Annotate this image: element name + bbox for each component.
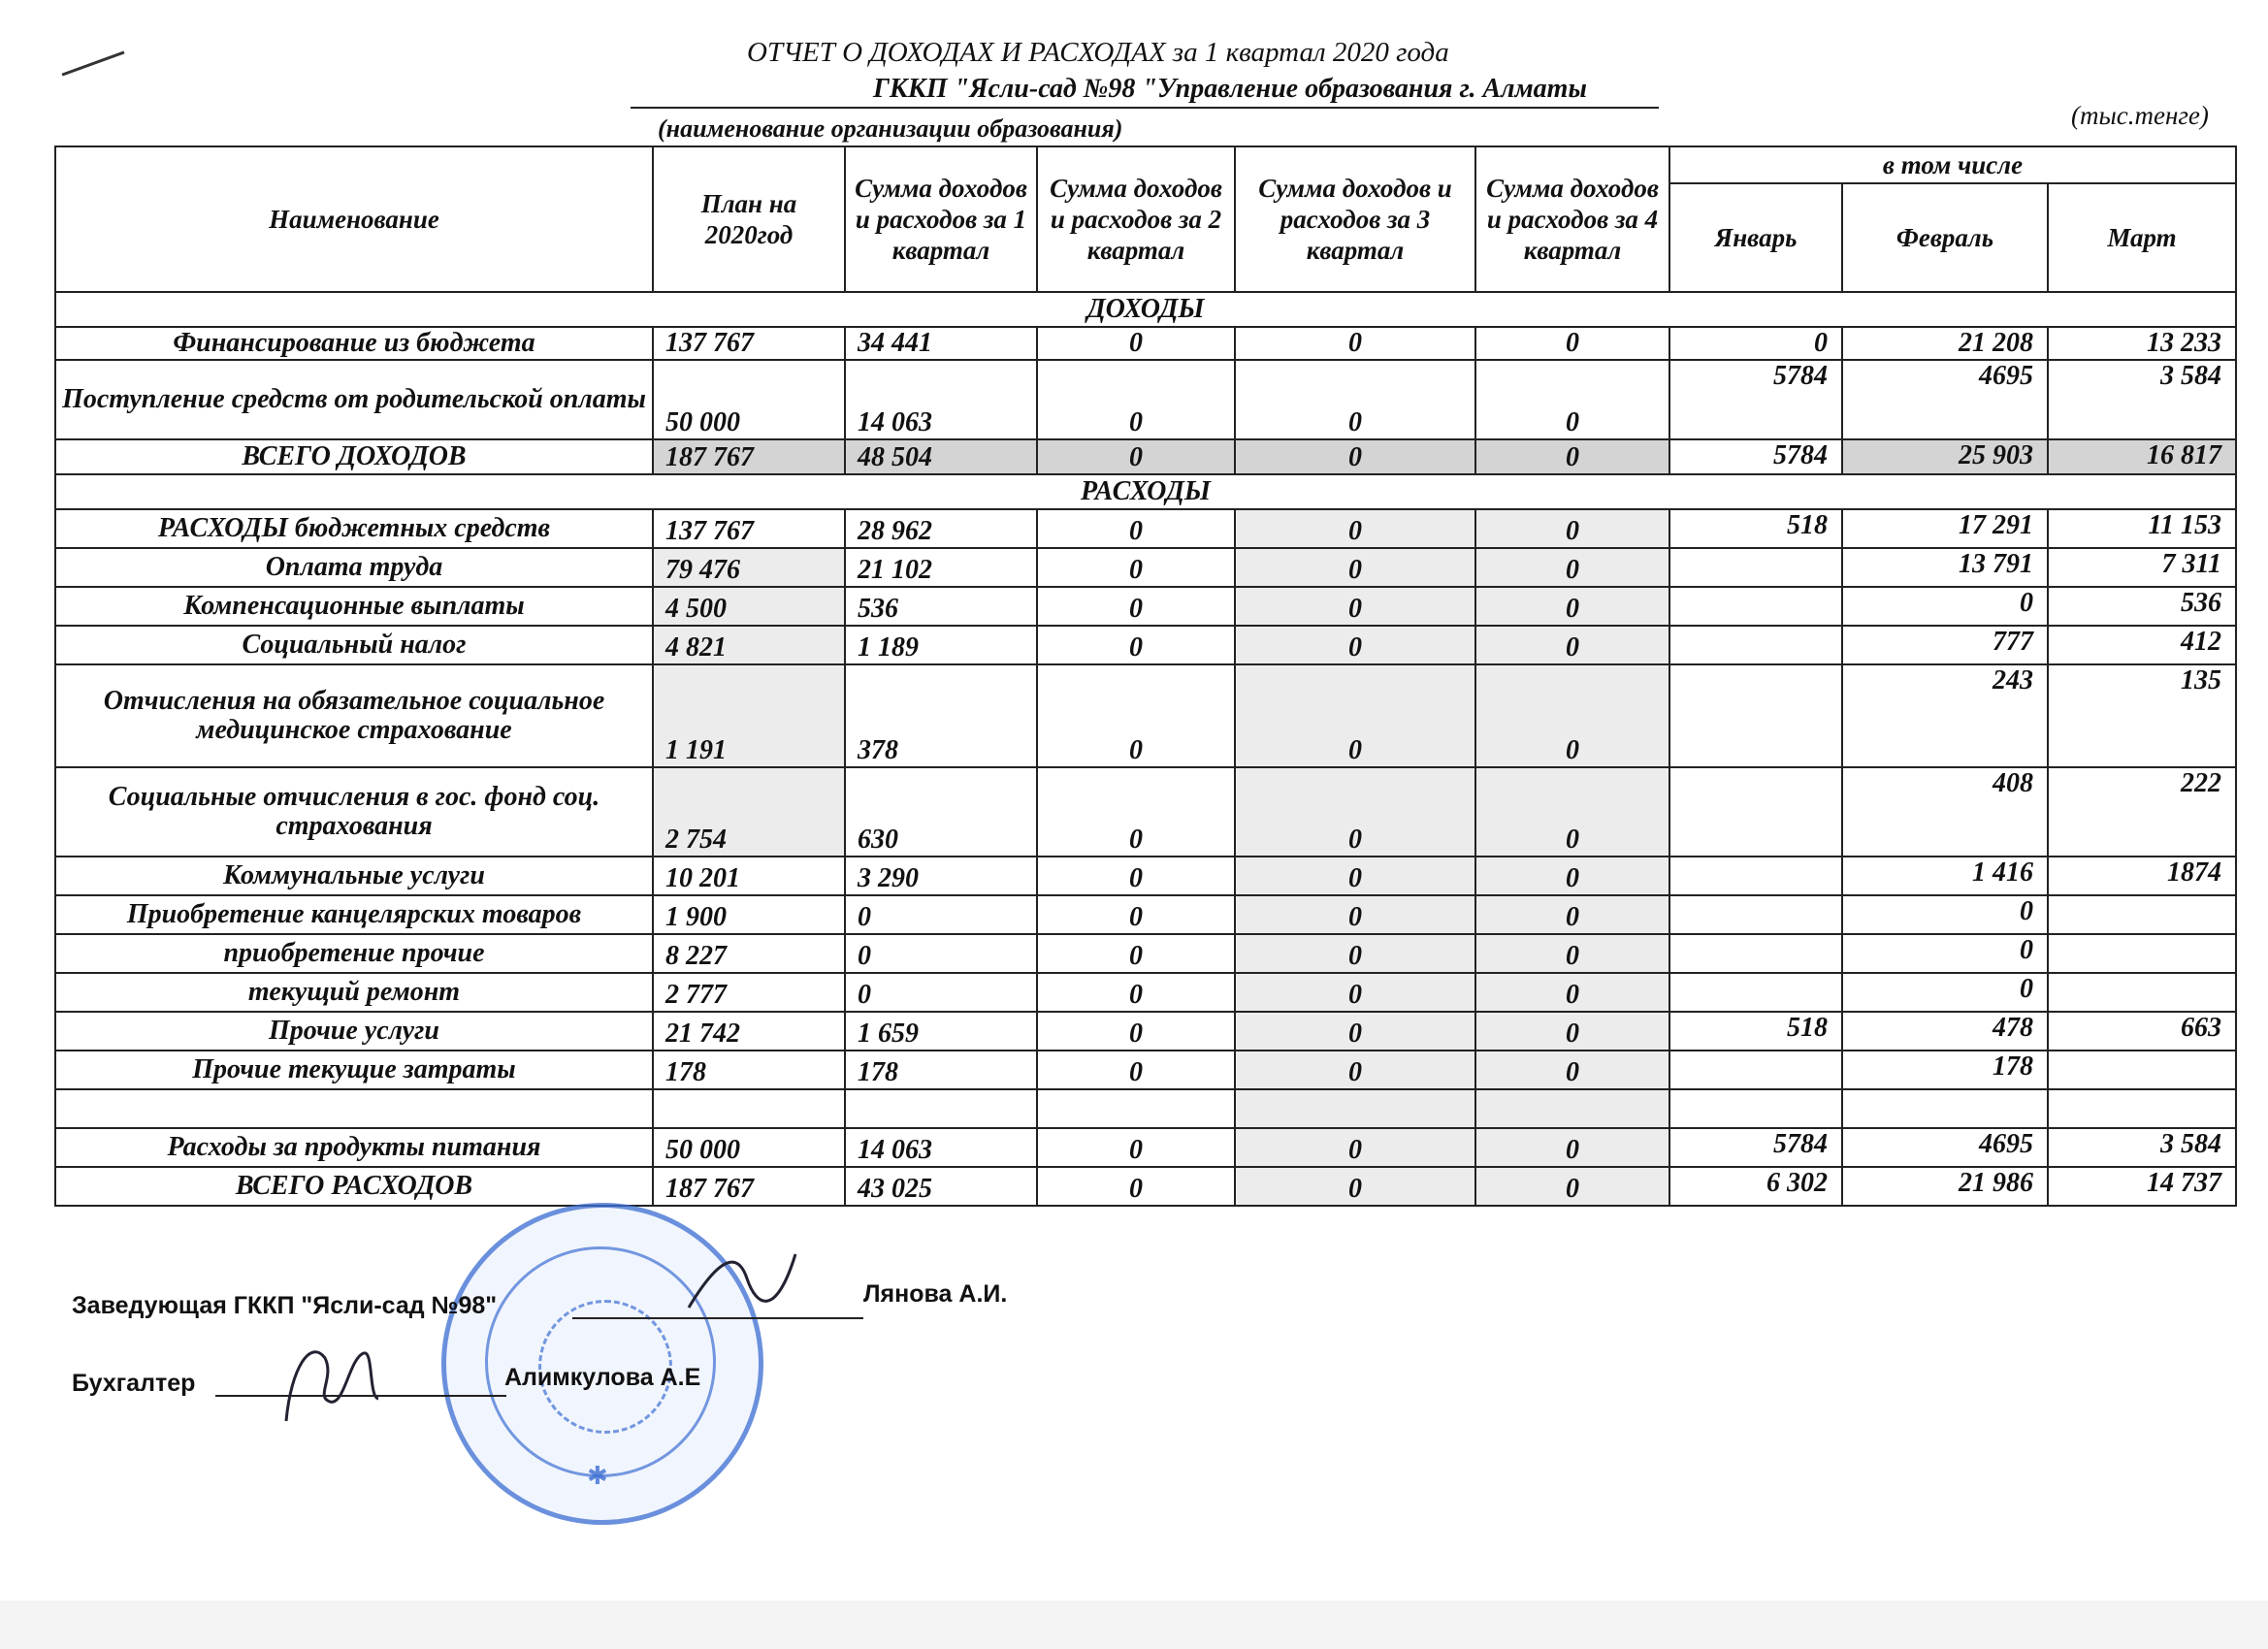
cell-jan — [1669, 1089, 1842, 1128]
cell-q4: 0 — [1475, 509, 1669, 548]
cell-q3: 0 — [1235, 1128, 1475, 1167]
cell-q4: 0 — [1475, 360, 1669, 439]
cell-q1: 536 — [845, 587, 1037, 626]
cell-q4: 0 — [1475, 1167, 1669, 1206]
cell-q1: 48 504 — [845, 439, 1037, 474]
cell-q4: 0 — [1475, 1012, 1669, 1051]
table-row — [55, 360, 2236, 439]
cell-q3: 0 — [1235, 1012, 1475, 1051]
cell-q1: 14 063 — [845, 1128, 1037, 1167]
expense-section-row — [55, 474, 2236, 509]
cell-jan: 5784 — [1669, 439, 1842, 474]
organization-underline — [631, 107, 1659, 109]
paper-edge — [0, 1600, 2268, 1649]
cell-jan: 0 — [1669, 327, 1842, 360]
cell-name: Социальный налог — [55, 626, 653, 664]
cell-q1: 178 — [845, 1051, 1037, 1089]
cell-plan: 137 767 — [653, 327, 845, 360]
cell-jan: 518 — [1669, 1012, 1842, 1051]
cell-jan — [1669, 973, 1842, 1012]
accountant-signature-mark — [272, 1329, 388, 1436]
cell-jan — [1669, 664, 1842, 767]
cell-plan: 187 767 — [653, 1167, 845, 1206]
cell-q3: 0 — [1235, 1051, 1475, 1089]
col-header-q4: Сумма доходов и расходов за 4 квартал — [1475, 146, 1669, 292]
cell-name: Поступление средств от родительской оплаты — [55, 360, 653, 439]
cell-mar: 135 — [2048, 664, 2236, 767]
table-row — [55, 509, 2236, 548]
cell-jan — [1669, 587, 1842, 626]
cell-q1: 34 441 — [845, 327, 1037, 360]
cell-jan — [1669, 934, 1842, 973]
cell-jan — [1669, 895, 1842, 934]
cell-mar: 13 233 — [2048, 327, 2236, 360]
cell-mar — [2048, 1051, 2236, 1089]
cell-q1: 0 — [845, 934, 1037, 973]
cell-q3: 0 — [1235, 1167, 1475, 1206]
cell-plan: 1 900 — [653, 895, 845, 934]
col-header-plan: План на 2020год — [653, 146, 845, 292]
cell-mar: 222 — [2048, 767, 2236, 857]
cell-feb: 243 — [1842, 664, 2048, 767]
table-row — [55, 1167, 2236, 1206]
cell-q4: 0 — [1475, 626, 1669, 664]
cell-q2: 0 — [1037, 857, 1235, 895]
cell-feb: 478 — [1842, 1012, 2048, 1051]
organization-name: ГККП "Ясли-сад №98 "Управление образования г. Алматы — [873, 74, 1587, 104]
cell-q1: 1 189 — [845, 626, 1037, 664]
cell-feb: 25 903 — [1842, 439, 2048, 474]
accountant-signature-label: Бухгалтер — [72, 1370, 196, 1397]
cell-q1: 1 659 — [845, 1012, 1037, 1051]
cell-name: приобретение прочие — [55, 934, 653, 973]
cell-mar — [2048, 895, 2236, 934]
cell-q1: 0 — [845, 973, 1037, 1012]
cell-name: Коммунальные услуги — [55, 857, 653, 895]
cell-q1: 630 — [845, 767, 1037, 857]
cell-q3 — [1235, 1089, 1475, 1128]
col-header-mar: Март — [2048, 183, 2236, 292]
head-signature-mark — [679, 1240, 805, 1327]
cell-q4: 0 — [1475, 767, 1669, 857]
cell-q4: 0 — [1475, 327, 1669, 360]
units-label: (тыс.тенге) — [2071, 101, 2209, 130]
table-row — [55, 767, 2236, 857]
cell-jan — [1669, 1051, 1842, 1089]
stamp-star-icon: ✱ — [587, 1462, 608, 1490]
cell-plan: 21 742 — [653, 1012, 845, 1051]
cell-q2: 0 — [1037, 587, 1235, 626]
cell-mar — [2048, 1089, 2236, 1128]
cell-jan: 5784 — [1669, 1128, 1842, 1167]
cell-jan — [1669, 767, 1842, 857]
cell-plan: 137 767 — [653, 509, 845, 548]
cell-q2: 0 — [1037, 1128, 1235, 1167]
report-table — [54, 146, 2237, 1207]
cell-feb: 0 — [1842, 973, 2048, 1012]
table-row — [55, 934, 2236, 973]
cell-q1: 0 — [845, 895, 1037, 934]
cell-q3: 0 — [1235, 857, 1475, 895]
cell-plan: 79 476 — [653, 548, 845, 587]
cell-feb: 408 — [1842, 767, 2048, 857]
cell-feb: 4695 — [1842, 1128, 2048, 1167]
cell-q4: 0 — [1475, 1128, 1669, 1167]
cell-q3: 0 — [1235, 934, 1475, 973]
header-row-1 — [55, 146, 2236, 183]
cell-q4: 0 — [1475, 895, 1669, 934]
cell-mar: 3 584 — [2048, 1128, 2236, 1167]
cell-mar: 11 153 — [2048, 509, 2236, 548]
cell-plan: 50 000 — [653, 1128, 845, 1167]
cell-q2: 0 — [1037, 439, 1235, 474]
cell-feb: 21 986 — [1842, 1167, 2048, 1206]
cell-feb: 178 — [1842, 1051, 2048, 1089]
cell-q3: 0 — [1235, 548, 1475, 587]
head-signature-name: Лянова А.И. — [863, 1280, 1008, 1308]
cell-name: Расходы за продукты питания — [55, 1128, 653, 1167]
cell-q2: 0 — [1037, 1012, 1235, 1051]
cell-q2 — [1037, 1089, 1235, 1128]
cell-q3: 0 — [1235, 587, 1475, 626]
cell-name: Отчисления на обязательное социальное медицинское страхование — [55, 664, 653, 767]
cell-q1: 21 102 — [845, 548, 1037, 587]
cell-q1: 43 025 — [845, 1167, 1037, 1206]
cell-q2: 0 — [1037, 664, 1235, 767]
cell-mar: 663 — [2048, 1012, 2236, 1051]
cell-q4: 0 — [1475, 857, 1669, 895]
cell-mar: 14 737 — [2048, 1167, 2236, 1206]
cell-mar: 3 584 — [2048, 360, 2236, 439]
col-header-name: Наименование — [55, 146, 653, 292]
cell-mar: 536 — [2048, 587, 2236, 626]
cell-q2: 0 — [1037, 360, 1235, 439]
cell-name: РАСХОДЫ бюджетных средств — [55, 509, 653, 548]
cell-mar — [2048, 934, 2236, 973]
table-row — [55, 895, 2236, 934]
cell-feb: 17 291 — [1842, 509, 2048, 548]
cell-feb: 4695 — [1842, 360, 2048, 439]
col-header-q3: Сумма доходов и расходов за 3 квартал — [1235, 146, 1475, 292]
cell-jan — [1669, 548, 1842, 587]
cell-q2: 0 — [1037, 895, 1235, 934]
cell-name: Финансирование из бюджета — [55, 327, 653, 360]
cell-mar: 16 817 — [2048, 439, 2236, 474]
table-row — [55, 439, 2236, 474]
table-row — [55, 1128, 2236, 1167]
cell-jan: 518 — [1669, 509, 1842, 548]
cell-q4: 0 — [1475, 439, 1669, 474]
cell-jan — [1669, 626, 1842, 664]
expense-section-label: РАСХОДЫ — [55, 474, 2236, 509]
table-row — [55, 1051, 2236, 1089]
cell-plan: 178 — [653, 1051, 845, 1089]
cell-q2: 0 — [1037, 1051, 1235, 1089]
cell-q2: 0 — [1037, 509, 1235, 548]
cell-q1 — [845, 1089, 1037, 1128]
table-row — [55, 327, 2236, 360]
table-row — [55, 1089, 2236, 1128]
cell-q4: 0 — [1475, 548, 1669, 587]
cell-plan — [653, 1089, 845, 1128]
table-row — [55, 548, 2236, 587]
cell-q4 — [1475, 1089, 1669, 1128]
cell-name: Прочие услуги — [55, 1012, 653, 1051]
cell-feb: 0 — [1842, 895, 2048, 934]
cell-name: Прочие текущие затраты — [55, 1051, 653, 1089]
cell-plan: 8 227 — [653, 934, 845, 973]
cell-q3: 0 — [1235, 895, 1475, 934]
head-signature-label: Заведующая ГККП "Ясли-сад №98" — [72, 1292, 498, 1319]
cell-feb: 0 — [1842, 587, 2048, 626]
cell-q2: 0 — [1037, 327, 1235, 360]
cell-q3: 0 — [1235, 360, 1475, 439]
cell-name: Приобретение канцелярских товаров — [55, 895, 653, 934]
cell-q2: 0 — [1037, 548, 1235, 587]
cell-q4: 0 — [1475, 664, 1669, 767]
cell-plan: 4 821 — [653, 626, 845, 664]
cell-plan: 50 000 — [653, 360, 845, 439]
col-header-including: в том числе — [1669, 146, 2236, 183]
cell-feb: 0 — [1842, 934, 2048, 973]
cell-q4: 0 — [1475, 934, 1669, 973]
pen-mark — [62, 50, 125, 76]
cell-feb — [1842, 1089, 2048, 1128]
cell-q4: 0 — [1475, 973, 1669, 1012]
cell-q3: 0 — [1235, 664, 1475, 767]
cell-q2: 0 — [1037, 626, 1235, 664]
cell-name: Компенсационные выплаты — [55, 587, 653, 626]
cell-q3: 0 — [1235, 767, 1475, 857]
cell-feb: 13 791 — [1842, 548, 2048, 587]
cell-q3: 0 — [1235, 973, 1475, 1012]
cell-name: Оплата труда — [55, 548, 653, 587]
cell-name: текущий ремонт — [55, 973, 653, 1012]
cell-q2: 0 — [1037, 1167, 1235, 1206]
table-row — [55, 973, 2236, 1012]
cell-q3: 0 — [1235, 626, 1475, 664]
cell-name: ВСЕГО РАСХОДОВ — [55, 1167, 653, 1206]
cell-plan: 2 777 — [653, 973, 845, 1012]
cell-name: ВСЕГО ДОХОДОВ — [55, 439, 653, 474]
cell-feb: 21 208 — [1842, 327, 2048, 360]
cell-q4: 0 — [1475, 587, 1669, 626]
table-row — [55, 857, 2236, 895]
col-header-q1: Сумма доходов и расходов за 1 квартал — [845, 146, 1037, 292]
cell-plan: 10 201 — [653, 857, 845, 895]
col-header-q2: Сумма доходов и расходов за 2 квартал — [1037, 146, 1235, 292]
cell-q2: 0 — [1037, 973, 1235, 1012]
cell-q1: 378 — [845, 664, 1037, 767]
table-row — [55, 626, 2236, 664]
table-row — [55, 587, 2236, 626]
organization-caption: (наименование организации образования) — [658, 114, 1123, 143]
income-section-label: ДОХОДЫ — [55, 292, 2236, 327]
cell-mar — [2048, 973, 2236, 1012]
col-header-feb: Февраль — [1842, 183, 2048, 292]
cell-plan: 4 500 — [653, 587, 845, 626]
report-body — [55, 292, 2236, 1206]
cell-q3: 0 — [1235, 327, 1475, 360]
table-row — [55, 1012, 2236, 1051]
cell-q3: 0 — [1235, 509, 1475, 548]
cell-mar: 7 311 — [2048, 548, 2236, 587]
table-row — [55, 664, 2236, 767]
cell-q2: 0 — [1037, 934, 1235, 973]
cell-q1: 3 290 — [845, 857, 1037, 895]
cell-jan: 6 302 — [1669, 1167, 1842, 1206]
cell-mar: 412 — [2048, 626, 2236, 664]
cell-mar: 1874 — [2048, 857, 2236, 895]
cell-q3: 0 — [1235, 439, 1475, 474]
cell-plan: 2 754 — [653, 767, 845, 857]
cell-jan: 5784 — [1669, 360, 1842, 439]
cell-name — [55, 1089, 653, 1128]
cell-q2: 0 — [1037, 767, 1235, 857]
cell-jan — [1669, 857, 1842, 895]
col-header-jan: Январь — [1669, 183, 1842, 292]
cell-name: Социальные отчисления в гос. фонд соц. страхования — [55, 767, 653, 857]
report-title: ОТЧЕТ О ДОХОДАХ И РАСХОДАХ за 1 квартал 2020 года — [747, 37, 1449, 68]
cell-plan: 1 191 — [653, 664, 845, 767]
accountant-signature-name: Алимкулова А.Е — [504, 1364, 701, 1391]
income-section-row — [55, 292, 2236, 327]
cell-feb: 1 416 — [1842, 857, 2048, 895]
cell-plan: 187 767 — [653, 439, 845, 474]
cell-q1: 14 063 — [845, 360, 1037, 439]
cell-q1: 28 962 — [845, 509, 1037, 548]
cell-feb: 777 — [1842, 626, 2048, 664]
cell-q4: 0 — [1475, 1051, 1669, 1089]
